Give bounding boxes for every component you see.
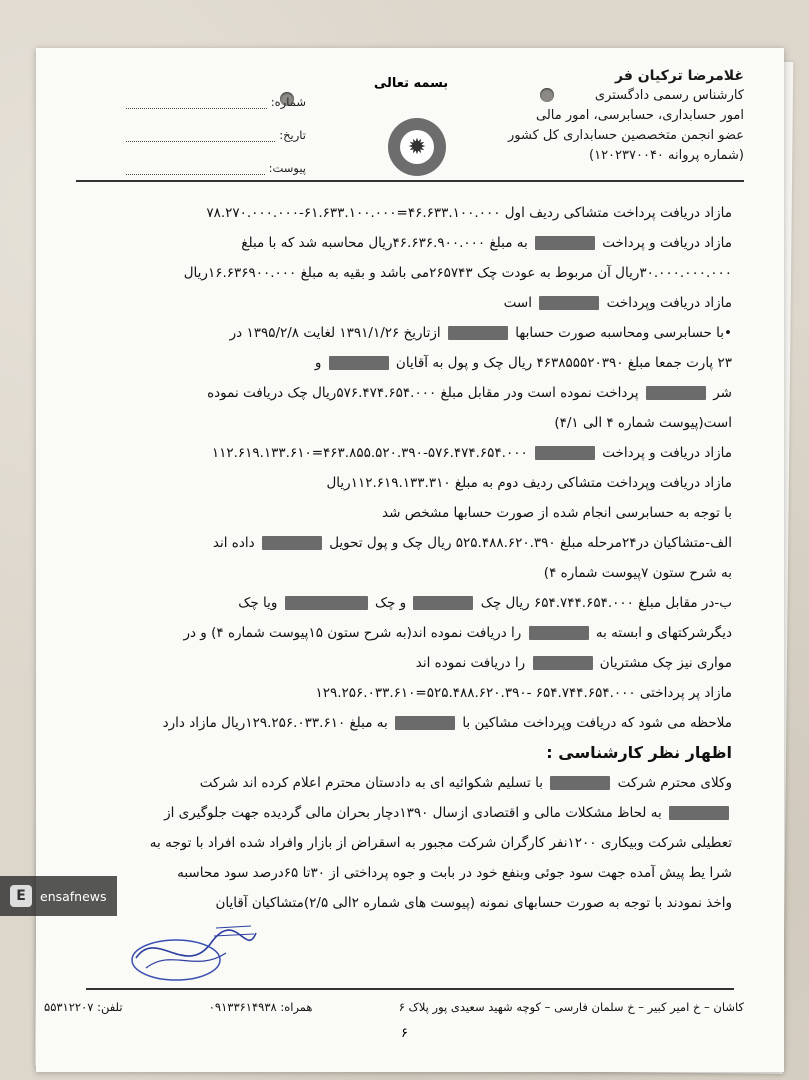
- body-line: ۲۳ پارت جمعا مبلغ ۴۶۳۸۵۵۵۲۰۳۹۰ ریال چک و پول به آقایان و: [314, 355, 732, 371]
- attachment-field: پیوست:: [126, 142, 306, 175]
- redaction-bar: [535, 446, 595, 460]
- body-line: به لحاظ مشکلات مالی و اقتصادی ازسال ۱۳۹۰دچار بحران مالی گردیده جهت جلوگیری از: [92, 798, 732, 828]
- body-line: الف-متشاکیان در۲۴مرحله مبلغ ۵۲۵.۴۸۸.۶۲۰.۳۹۰ ریال چک و پول تحویل داده اند: [212, 535, 732, 551]
- expert-membership: عضو انجمن متخصصین حسابداری کل کشور: [508, 128, 744, 143]
- body-line: شرا یط پیش آمده جهت سود جوئی وبنفع خود در بابت و جوه پرداختی از ۳۰تا ۶۵درصد سود محاسبه: [177, 865, 732, 881]
- body-line: مازاد دریافت وپرداخت متشاکی ردیف دوم به مبلغ ۱۱۲.۶۱۹.۱۳۳.۳۱۰ریال: [326, 475, 732, 491]
- body-line: مواری نیز چک مشتریان را دریافت نموده اند: [415, 655, 732, 671]
- body-line: •با حسابرسی ومحاسبه صورت حسابها ازتاریخ ۱۳۹۱/۱/۲۶ لغایت ۱۳۹۵/۲/۸ در: [229, 325, 732, 341]
- page-number: ۶: [401, 1026, 408, 1041]
- footer-contact: [44, 1000, 744, 1014]
- redaction-bar: [529, 626, 589, 640]
- footer-mobile: همراه: ۰۹۱۳۳۶۱۴۹۳۸: [208, 1000, 313, 1014]
- expert-title: کارشناس رسمی دادگستری: [594, 88, 744, 103]
- section-heading: اظهار نظر کارشناسی :: [546, 743, 732, 762]
- body-line: ملاحظه می شود که دریافت وپرداخت مشاکین با به مبلغ ۱۲۹.۲۵۶.۰۳۳.۶۱۰ریال مازاد دارد: [162, 715, 732, 731]
- redaction-bar: [550, 776, 610, 790]
- redaction-bar: [533, 656, 593, 670]
- number-field: شماره:: [126, 76, 306, 109]
- report-body: [92, 198, 732, 918]
- redaction-bar: [413, 596, 473, 610]
- body-line: مازاد دریافت پرداخت متشاکی ردیف اول ۴۶.۶۳۳.۱۰۰.۰۰۰=۶۱.۶۳۳.۱۰۰.۰۰۰-۷۸.۲۷۰.۰۰۰.۰۰۰: [206, 205, 732, 221]
- redaction-bar: [262, 536, 322, 550]
- expert-license: (شماره پروانه ۱۲۰۲۳۷۰۰۴۰): [589, 148, 744, 163]
- redaction-bar: [448, 326, 508, 340]
- body-line: وکلای محترم شرکت با تسلیم شکوائیه ای به دادستان محترم اعلام کرده اند شرکت: [199, 775, 732, 791]
- body-line: ب-در مقابل مبلغ ۶۵۴.۷۴۴.۶۵۴.۰۰۰ ریال چک و چک ویا چک: [238, 595, 732, 611]
- body-line: ۳۰.۰۰۰.۰۰۰.۰۰۰ریال آن مربوط به عودت چک ۲۶۵۷۴۳می باشد و بقیه به مبلغ ۱۶.۶۳۶۹۰۰.۰۰۰ریال: [183, 265, 732, 281]
- footer-divider: [86, 988, 734, 990]
- header-divider: [76, 180, 744, 182]
- letter-meta-fields: [126, 76, 306, 175]
- body-line: با توجه به حسابرسی انجام شده از صورت حسابها مشخص شد: [382, 505, 732, 521]
- redaction-bar: [395, 716, 455, 730]
- letterhead-expert: [454, 66, 744, 166]
- emblem-icon: ✹: [388, 118, 446, 176]
- bismillah: بسمه تعالی: [373, 76, 449, 91]
- body-line: واخذ نمودند با توجه به صورت حسابهای نمونه (پیوست های شماره ۲الی ۲/۵)متشاکیان آقایان: [215, 895, 732, 911]
- date-field: تاریخ:: [126, 109, 306, 142]
- document-page: [36, 48, 784, 1072]
- body-line: مازاد دریافت و پرداخت به مبلغ ۴۶.۶۳۶.۹۰۰.۰۰۰ریال محاسبه شد که با مبلغ: [241, 235, 732, 251]
- news-watermark: [0, 876, 117, 916]
- body-line: به شرح ستون ۷پیوست شماره ۴): [543, 565, 732, 581]
- body-line: مازاد پر پرداختی ۶۵۴.۷۴۴.۶۵۴.۰۰۰ -۵۲۵.۴۸۸.۶۲۰.۳۹۰=۱۲۹.۲۵۶.۰۳۳.۶۱۰: [315, 685, 732, 701]
- footer-address: کاشان – خ امیر کبیر – خ سلمان فارسی – کوچه شهید سعیدی پور پلاک ۶: [398, 1000, 744, 1014]
- body-line: مازاد دریافت وپرداخت است: [503, 295, 732, 311]
- watermark-text: ensafnews: [40, 888, 107, 904]
- redaction-bar: [646, 386, 706, 400]
- redaction-bar: [535, 236, 595, 250]
- footer-phone: تلفن: ۵۵۳۱۲۲۰۷: [44, 1000, 123, 1014]
- redaction-bar: [539, 296, 599, 310]
- body-line: شر پرداخت نموده است ودر مقابل مبلغ ۵۷۶.۴۷۴.۶۵۴.۰۰۰ریال چک دریافت نموده: [207, 385, 732, 401]
- body-line: است(پیوست شماره ۴ الی ۴/۱): [554, 415, 732, 431]
- body-line: تعطیلی شرکت وبیکاری ۱۲۰۰نفر کارگران شرکت مجبور به اسقراض از بازار وافراد شده افراد با توجه به: [149, 835, 732, 851]
- expert-field: امور حسابداری، حسابرسی، امور مالی: [536, 108, 744, 123]
- body-line: مازاد دریافت و پرداخت ۵۷۶.۴۷۴.۶۵۴.۰۰۰-۴۶۳.۸۵۵.۵۲۰.۳۹۰=۱۱۲.۶۱۹.۱۳۳.۶۱۰: [211, 445, 732, 461]
- signature-stamp-icon: [116, 918, 266, 988]
- news-logo-icon: E: [10, 885, 32, 907]
- redaction-bar: [329, 356, 389, 370]
- redaction-bar: [285, 596, 368, 610]
- redaction-bar: [669, 806, 729, 820]
- expert-name: غلامرضا ترکیان فر: [614, 68, 744, 84]
- body-line: دیگرشرکتهای و ابسته به را دریافت نموده اند(به شرح ستون ۱۵پیوست شماره ۴) و در: [183, 625, 732, 641]
